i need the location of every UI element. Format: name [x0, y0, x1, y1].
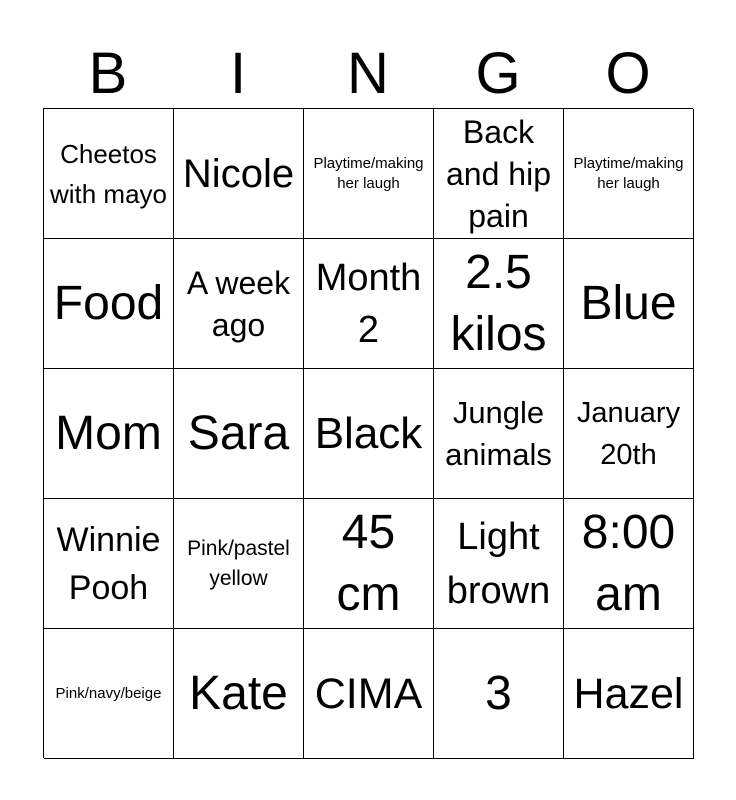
header-letter-i: I: [229, 41, 247, 106]
bingo-cell[interactable]: [434, 369, 564, 499]
cell-text: Mom: [55, 406, 162, 460]
cell-text: January 20th: [576, 396, 681, 471]
bingo-cell[interactable]: [44, 499, 174, 629]
cell-text: Food: [53, 276, 164, 330]
bingo-cell[interactable]: [44, 239, 174, 369]
bingo-cell[interactable]: [304, 109, 434, 239]
bingo-cell[interactable]: [44, 369, 174, 499]
cell-text: Blue: [580, 276, 677, 330]
header-letter-o: O: [605, 41, 651, 106]
bingo-cell[interactable]: [44, 629, 174, 759]
bingo-cell[interactable]: [174, 239, 304, 369]
cell-text: Light brown: [446, 515, 551, 612]
bingo-board: [43, 108, 693, 758]
cell-text: 2.5 kilos: [450, 245, 547, 361]
header-letter-n: N: [347, 41, 389, 106]
bingo-cell[interactable]: [564, 369, 694, 499]
bingo-cell[interactable]: [304, 369, 434, 499]
cell-text: 3: [485, 666, 512, 720]
bingo-cell[interactable]: [434, 499, 564, 629]
bingo-cell[interactable]: [304, 499, 434, 629]
cell-text: Nicole: [182, 151, 295, 196]
cell-text: A week ago: [186, 264, 291, 343]
bingo-cell[interactable]: [564, 109, 694, 239]
cell-text: 45 cm: [336, 505, 401, 621]
bingo-cell[interactable]: [564, 629, 694, 759]
bingo-cell[interactable]: [304, 239, 434, 369]
bingo-cell[interactable]: [174, 369, 304, 499]
cell-text: 8:00 am: [581, 505, 676, 621]
bingo-cell[interactable]: [174, 499, 304, 629]
bingo-cell[interactable]: [434, 109, 564, 239]
header-letter-b: B: [88, 41, 128, 106]
cell-text: Pink/pastel yellow: [187, 536, 290, 590]
cell-text: Jungle animals: [445, 394, 552, 472]
bingo-header: [43, 40, 693, 108]
cell-text: Winnie Pooh: [56, 520, 161, 607]
bingo-cell[interactable]: [174, 629, 304, 759]
bingo-cell[interactable]: [564, 239, 694, 369]
header-letter-g: G: [475, 41, 521, 106]
bingo-cell[interactable]: [434, 629, 564, 759]
cell-text: Playtime/making her laugh: [573, 154, 684, 192]
cell-text: Black: [314, 408, 423, 458]
cell-text: Hazel: [573, 669, 684, 718]
bingo-cell[interactable]: [564, 499, 694, 629]
cell-text: Back and hip pain: [446, 113, 551, 234]
bingo-cell[interactable]: [44, 109, 174, 239]
cell-text: Playtime/making her laugh: [313, 154, 424, 192]
cell-text: Month 2: [315, 256, 422, 351]
bingo-cell[interactable]: [304, 629, 434, 759]
bingo-cell[interactable]: [174, 109, 304, 239]
bingo-cell[interactable]: [434, 239, 564, 369]
cell-text: Cheetos with mayo: [49, 138, 168, 209]
cell-text: Pink/navy/beige: [55, 684, 162, 702]
cell-text: CIMA: [314, 669, 423, 718]
cell-text: Kate: [189, 666, 288, 720]
cell-text: Sara: [187, 406, 290, 460]
